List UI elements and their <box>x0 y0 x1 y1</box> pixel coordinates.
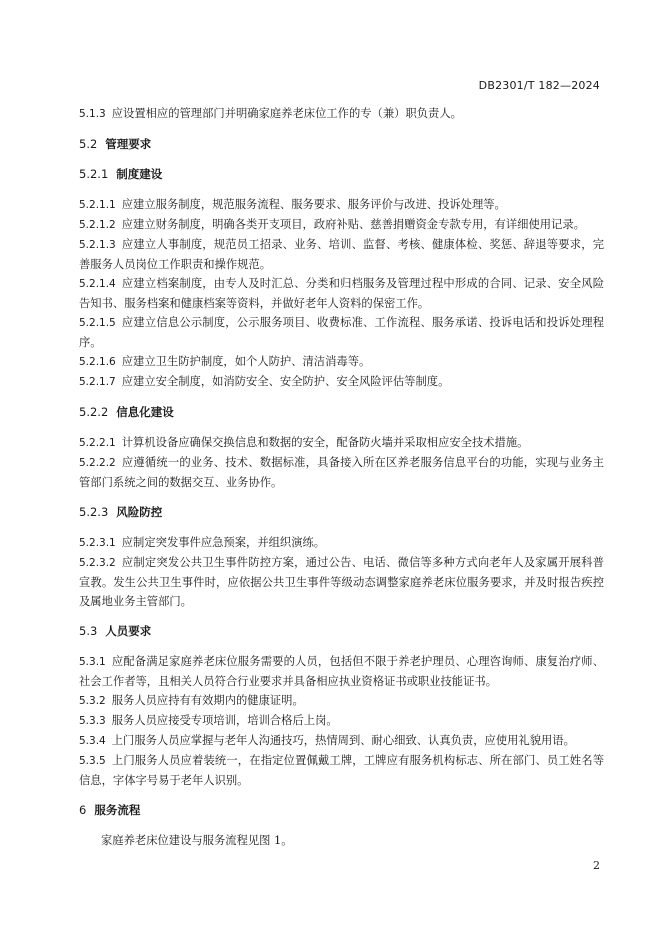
figure-reference-text: 家庭养老床位建设与服务流程见图 1。 <box>101 834 293 847</box>
heading-text: 信息化建设 <box>116 405 174 419</box>
section-heading-5-2-2 <box>79 403 604 422</box>
heading-number: 5.2.1 <box>79 167 109 181</box>
heading-number: 5.2 <box>79 137 98 151</box>
clause-number: 5.2.1.2 <box>79 219 116 231</box>
clause-number: 5.3.5 <box>79 755 106 767</box>
clause-5-2-1-4 <box>79 274 604 313</box>
clause-5-2-1-6 <box>79 352 604 372</box>
clause-text: 应制定突发事件应急预案，并组织演练。 <box>121 536 326 549</box>
clause-number: 5.2.3.2 <box>79 557 116 569</box>
clause-number: 5.3.1 <box>79 656 106 668</box>
heading-number: 5.3 <box>79 624 98 638</box>
clause-number: 5.2.1.3 <box>79 239 116 251</box>
clause-text: 应遵循统一的业务、技术、数据标准，具备接入所在区养老服务信息平台的功能，实现与业务主管部门系统之间的数据交互、业务协作。 <box>79 456 604 489</box>
clause-5-3-3 <box>79 711 604 731</box>
clause-5-1-3 <box>79 104 604 124</box>
clause-number: 5.3.3 <box>79 715 106 727</box>
clause-number: 5.2.1.7 <box>79 376 116 388</box>
document-body <box>79 104 604 850</box>
heading-text: 人员要求 <box>105 624 152 638</box>
heading-text: 风险防控 <box>116 505 163 519</box>
clause-text: 应建立信息公示制度，公示服务项目、收费标准、工作流程、服务承诺、投诉电话和投诉处理程序。 <box>79 316 604 349</box>
section-heading-6 <box>79 801 604 820</box>
clause-text: 上门服务人员应着装统一，在指定位置佩戴工牌，工牌应有服务机构标志、所在部门、员工姓名等信息，字体字号易于老年人识别。 <box>79 754 604 787</box>
heading-number: 6 <box>79 803 87 817</box>
clause-5-2-1-2 <box>79 215 604 235</box>
heading-text: 服务流程 <box>94 803 141 817</box>
clause-number: 5.2.1.4 <box>79 278 116 290</box>
clause-text: 计算机设备应确保交换信息和数据的安全，配备防火墙并采取相应安全技术措施。 <box>121 436 529 449</box>
section-heading-5-2-3 <box>79 503 604 522</box>
clause-5-2-1-7 <box>79 372 604 392</box>
clause-5-3-5 <box>79 751 604 790</box>
heading-number: 5.2.3 <box>79 505 109 519</box>
clause-5-2-1-3 <box>79 235 604 274</box>
clause-number: 5.2.1.5 <box>79 317 116 329</box>
clause-5-2-3-2 <box>79 553 604 611</box>
clause-number: 5.2.1.1 <box>79 199 116 211</box>
clause-number: 5.2.3.1 <box>79 537 116 549</box>
section-heading-5-2-1 <box>79 165 604 184</box>
section-heading-5-2 <box>79 135 604 154</box>
clause-5-2-1-5 <box>79 313 604 352</box>
clause-text: 应建立财务制度，明确各类开支项目，政府补贴、慈善捐赠资金专款专用，有详细使用记录。 <box>121 218 585 231</box>
section-heading-5-3 <box>79 622 604 641</box>
page-number: 2 <box>593 859 600 872</box>
heading-text: 管理要求 <box>105 137 152 151</box>
clause-number: 5.3.4 <box>79 735 106 747</box>
clause-text: 上门服务人员应掌握与老年人沟通技巧，热情周到、耐心细致、认真负责，应使用礼貌用语。 <box>111 734 575 747</box>
clause-text: 应制定突发公共卫生事件防控方案，通过公告、电话、微信等多种方式向老年人及家属开展科普宣教。发生公共卫生事件时，应依据公共卫生事件等级动态调整家庭养老床位服务要求，并及时报告疾控及属地业务主管部门。 <box>79 556 604 608</box>
clause-5-3-4 <box>79 731 604 751</box>
heading-number: 5.2.2 <box>79 405 109 419</box>
clause-5-2-2-1 <box>79 433 604 453</box>
clause-5-3-1 <box>79 652 604 691</box>
clause-text: 应建立服务制度，规范服务流程、服务要求、服务评价与改进、投诉处理等。 <box>121 198 506 211</box>
heading-text: 制度建设 <box>116 167 163 181</box>
document-code: DB2301/T 182—2024 <box>478 79 600 92</box>
clause-number: 5.3.2 <box>79 695 106 707</box>
clause-5-2-2-2 <box>79 453 604 492</box>
clause-number: 5.2.1.6 <box>79 356 116 368</box>
clause-number: 5.2.2.1 <box>79 437 116 449</box>
clause-5-3-2 <box>79 691 604 711</box>
clause-text: 应建立档案制度，由专人及时汇总、分类和归档服务及管理过程中形成的合同、记录、安全风险告知书、服务档案和健康档案等资料，并做好老年人资料的保密工作。 <box>79 277 604 310</box>
clause-text: 应建立卫生防护制度，如个人防护、清洁消毒等。 <box>121 355 371 368</box>
clause-5-2-1-1 <box>79 195 604 215</box>
clause-5-2-3-1 <box>79 533 604 553</box>
clause-number: 5.2.2.2 <box>79 457 116 469</box>
clause-text: 服务人员应持有有效期内的健康证明。 <box>111 694 304 707</box>
clause-text: 应建立安全制度，如消防安全、安全防护、安全风险评估等制度。 <box>121 375 450 388</box>
clause-text: 服务人员应接受专项培训，培训合格后上岗。 <box>111 714 338 727</box>
clause-text: 应配备满足家庭养老床位服务需要的人员，包括但不限于养老护理员、心理咨询师、康复治疗师、社会工作者等，且相关人员符合行业要求并具备相应执业资格证书或职业技能证书。 <box>79 655 604 688</box>
clause-number: 5.1.3 <box>79 108 106 120</box>
clause-text: 应建立人事制度，规范员工招录、业务、培训、监督、考核、健康体检、奖惩、辞退等要求，完善服务人员岗位工作职责和操作规范。 <box>79 238 604 271</box>
clause-text: 应设置相应的管理部门并明确家庭养老床位工作的专（兼）职负责人。 <box>111 107 462 120</box>
